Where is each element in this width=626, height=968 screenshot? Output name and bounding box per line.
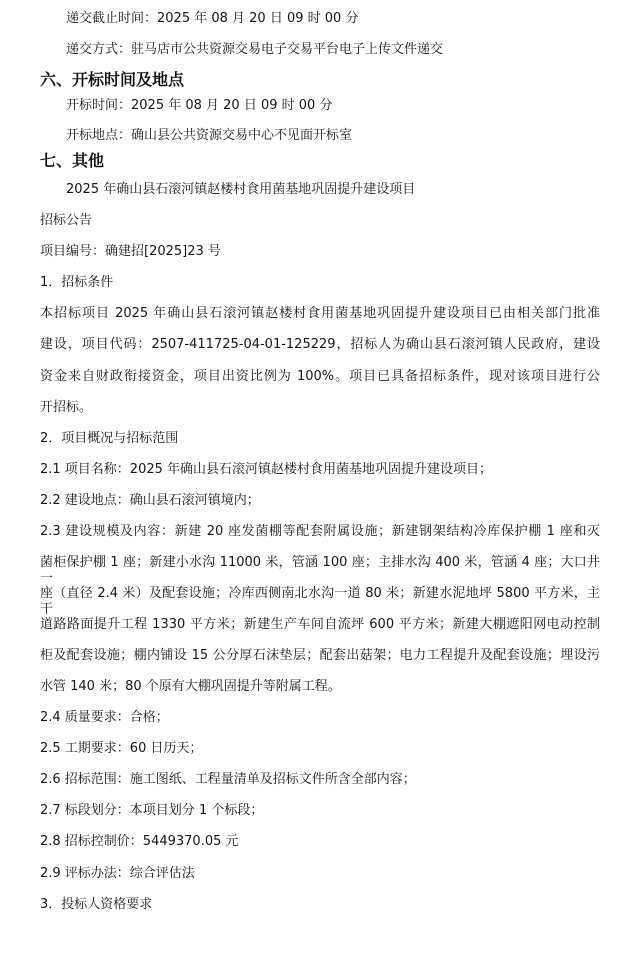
construction-location: 2.2 建设地点：确山县石滚河镇境内； [40,493,260,508]
content-line: 柜及配套设施；棚内铺设 15 公分厚石沫垫层；配套出菇架；电力工程提升及配套设施；埋设污 [40,648,600,663]
conditions-line: 本招标项目 2025 年确山县石滚河镇赵楼村食用菌基地巩固提升建设项目已由相关部门批准 [40,306,600,321]
project-number: 项目编号：确建招[2025]23 号 [40,244,221,259]
submission-deadline: 递交截止时间：2025 年 08 月 20 日 09 时 00 分 [66,11,359,26]
conditions-heading: 1．招标条件 [40,275,114,290]
notice-label: 招标公告 [40,213,93,228]
quality-requirement: 2.4 质量要求：合格； [40,710,169,725]
tender-range: 2.6 招标范围：施工图纸、工程量清单及招标文件所含全部内容； [40,772,416,787]
section-6-heading: 六、开标时间及地点 [40,70,185,89]
opening-place: 开标地点：确山县公共资源交易中心不见面开标室 [66,128,353,143]
control-price: 2.8 招标控制价：5449370.05 元 [40,834,239,849]
content-line: 菌柜保护棚 1 座；新建小水沟 11000 米，管涵 100 座；主排水沟 400 米，管涵 4 座；大口井一 [40,555,600,586]
content-line: 2.3 建设规模及内容：新建 20 座发菌棚等配套附属设施；新建钢架结构冷库保护棚 1 座和灭 [40,524,600,539]
content-line: 道路路面提升工程 1330 平方米；新建生产车间自流坪 600 平方米；新建大棚遮阳网电动控制 [40,617,600,632]
project-name: 2.1 项目名称：2025 年确山县石滚河镇赵楼村食用菌基地巩固提升建设项目； [40,462,493,477]
conditions-line: 开招标。 [40,400,93,415]
submission-method: 递交方式：驻马店市公共资源交易电子交易平台电子上传文件递交 [66,42,444,57]
period-requirement: 2.5 工期要求：60 日历天； [40,741,203,756]
project-title: 2025 年确山县石滚河镇赵楼村食用菌基地巩固提升建设项目 [66,182,416,197]
evaluation-method: 2.9 评标办法：综合评估法 [40,866,195,881]
content-line: 座（直径 2.4 米）及配套设施；冷库西侧南北水沟一道 80 米；新建水泥地坪 5800 平方米，主干 [40,586,600,617]
scope-heading: 2．项目概况与招标范围 [40,431,179,446]
section-7-heading: 七、其他 [40,151,105,170]
qualification-heading: 3．投标人资格要求 [40,897,153,912]
conditions-line: 资金来自财政衔接资金，项目出资比例为 100%。项目已具备招标条件，现对该项目进行公 [40,369,600,384]
opening-time: 开标时间：2025 年 08 月 20 日 09 时 00 分 [66,98,333,113]
conditions-line: 建设，项目代码：2507-411725-04-01-125229，招标人为确山县石滚河镇人民政府，建设 [40,337,600,352]
section-division: 2.7 标段划分：本项目划分 1 个标段； [40,803,264,818]
content-line: 水管 140 米；80 个原有大棚巩固提升等附属工程。 [40,679,341,694]
